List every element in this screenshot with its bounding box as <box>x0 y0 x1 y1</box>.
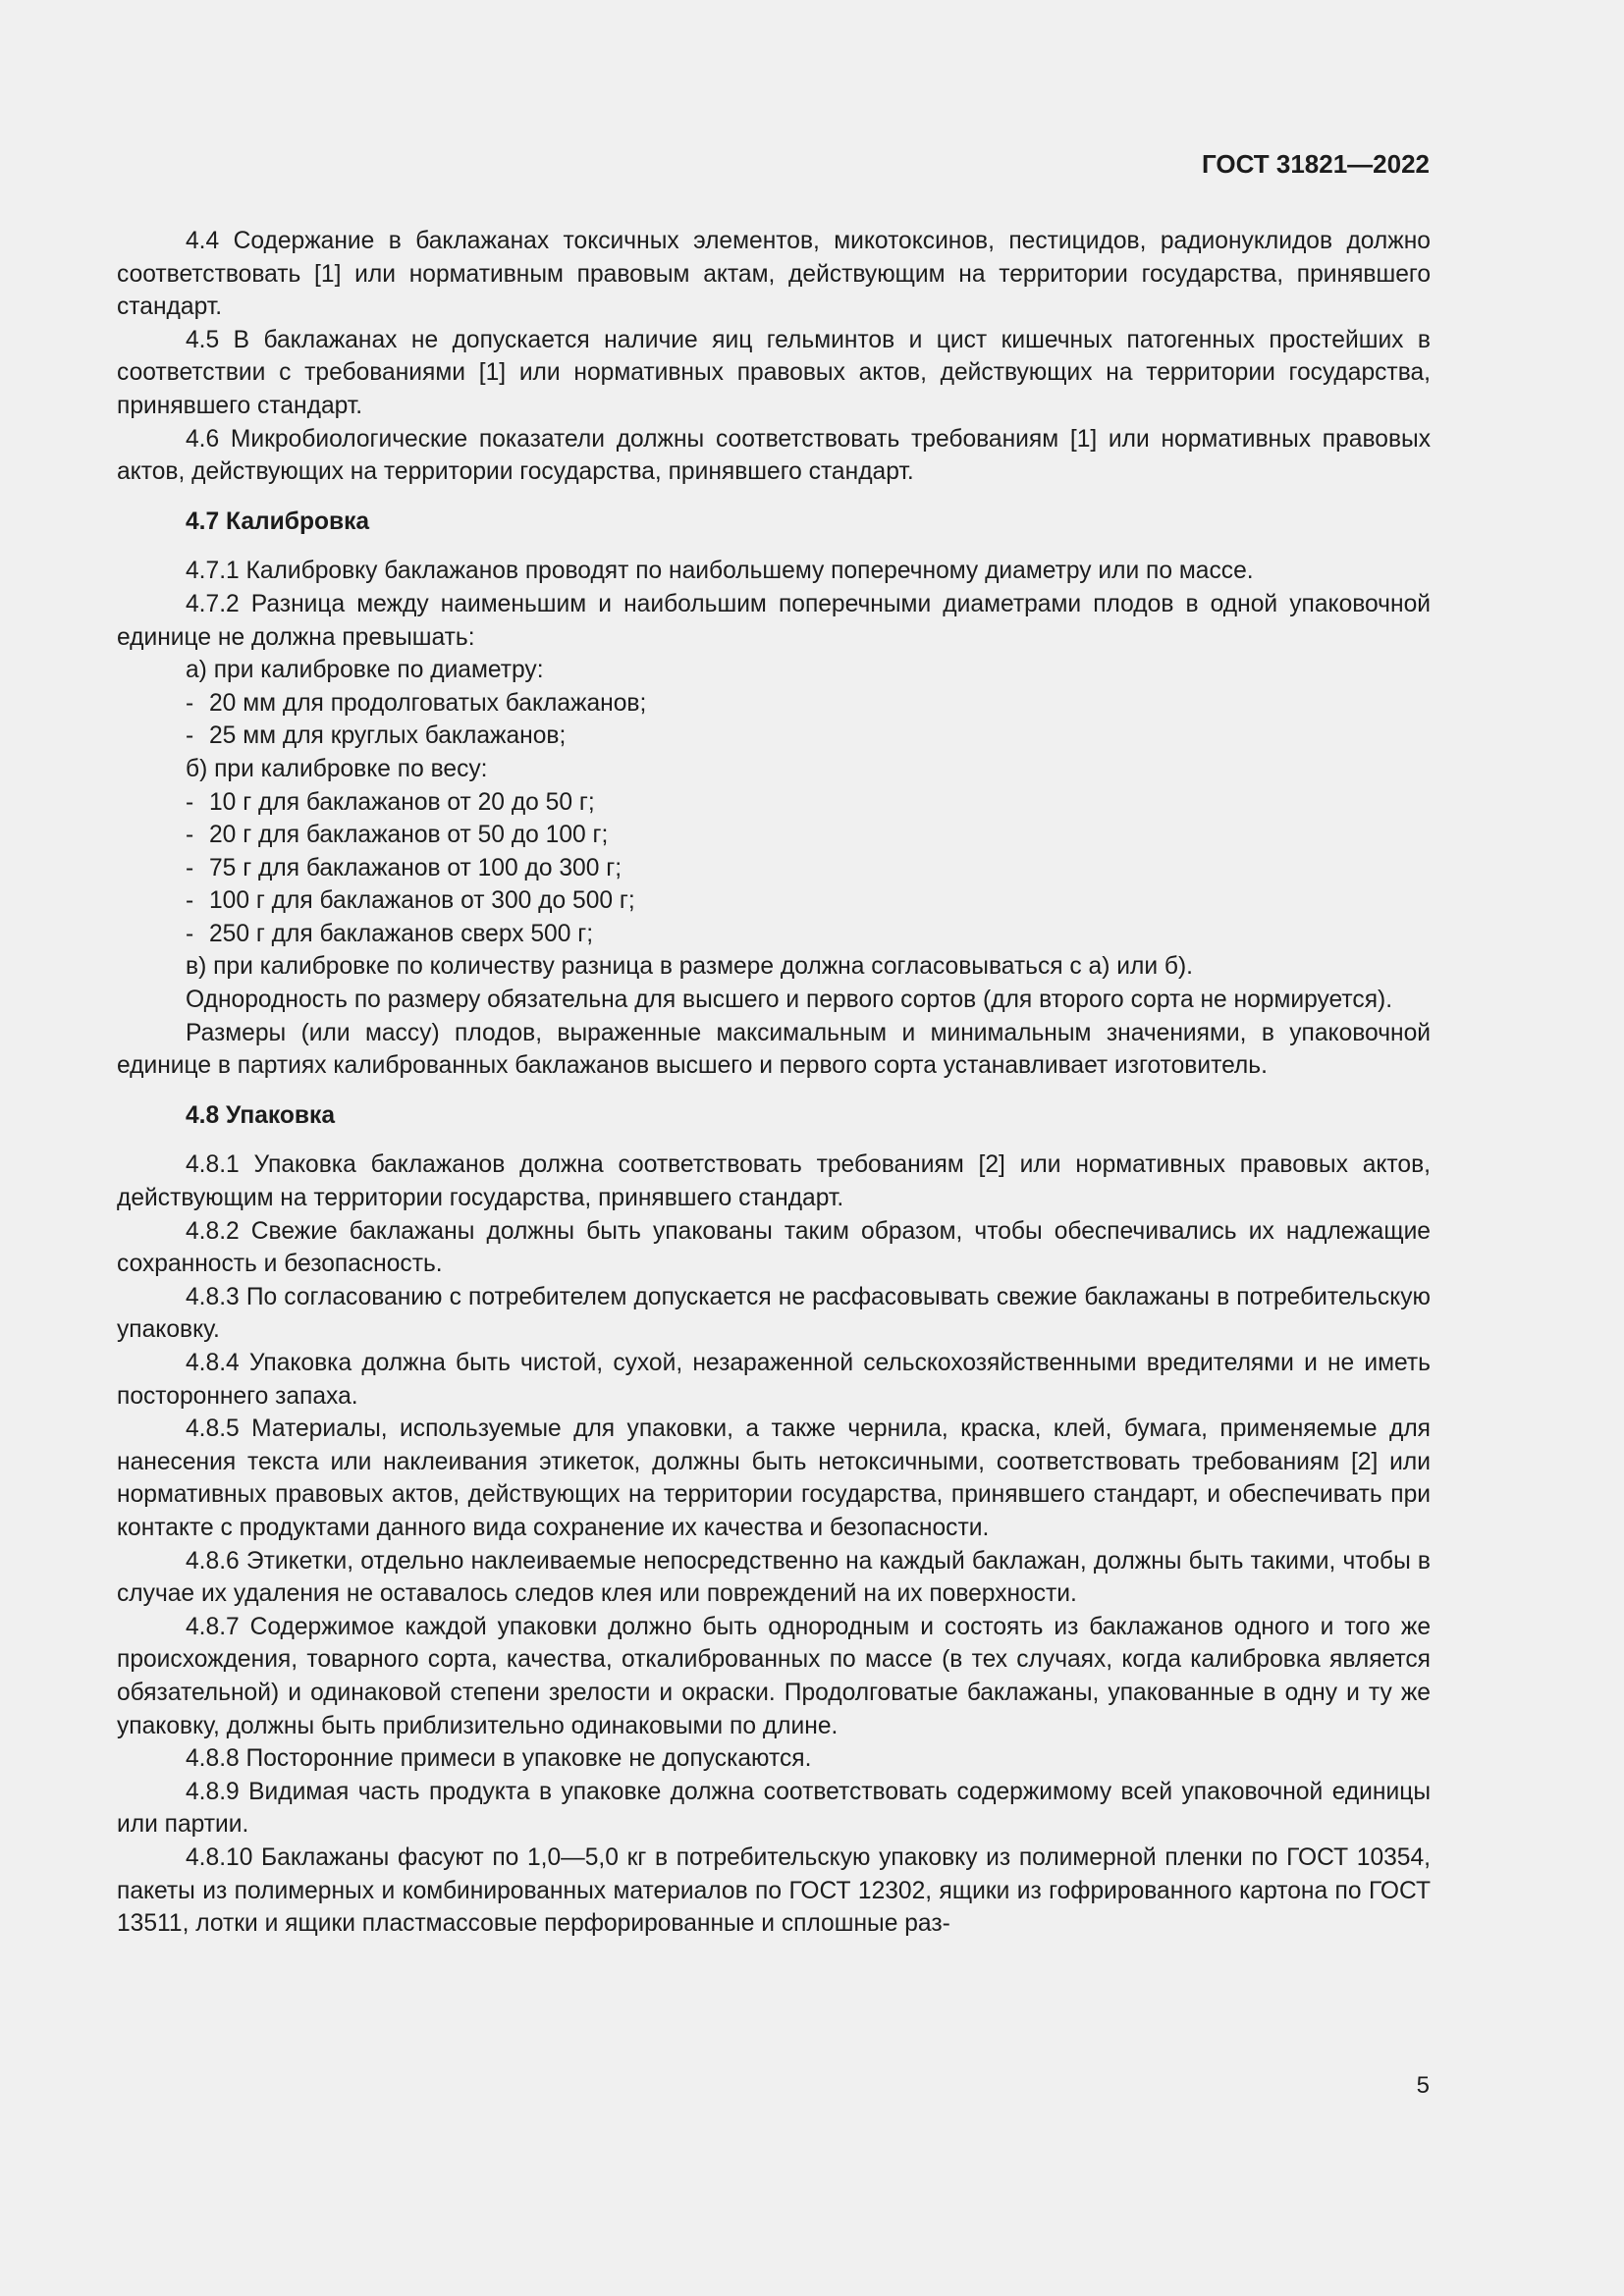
paragraph-uniformity: Однородность по размеру обязательна для высшего и первого сортов (для второго сорта не нормируется). <box>186 987 1393 1014</box>
section-heading-calibration: 4.7 Калибровка <box>186 507 370 535</box>
list-item: - 250 г для баклажанов сверх 500 г; <box>117 918 1431 951</box>
paragraph-4-8-1: 4.8.1 Упаковка баклажанов должна соответствовать требованиям [2] или нормативных правовых актов, действующим на территории государства, принявшего стандарт. <box>117 1151 1431 1212</box>
paragraph-4-8-10: 4.8.10 Баклажаны фасуют по 1,0—5,0 кг в потребительскую упаковку из полимерной пленки по ГОСТ 10354, пакеты из полимерных и комбинированных материалов по ГОСТ 12302, ящики из гофрированного картона по ГОСТ 13511, лотки и ящики пластмассовые перфорированные и сплошные раз- <box>117 1843 1431 1938</box>
dash-marker: - <box>186 722 194 750</box>
document-body <box>117 225 1431 1941</box>
paragraph-4-8-2: 4.8.2 Свежие баклажаны должны быть упакованы таким образом, чтобы обеспечивались их надлежащие сохранность и безопасность. <box>117 1217 1431 1278</box>
paragraph-4-8-3: 4.8.3 По согласованию с потребителем допускается не расфасовывать свежие баклажаны в потребительскую упаковку. <box>117 1283 1431 1344</box>
list-item: - 25 мм для круглых баклажанов; <box>117 720 1431 753</box>
list-item: - 100 г для баклажанов от 300 до 500 г; <box>117 884 1431 918</box>
paragraph-4-8-9: 4.8.9 Видимая часть продукта в упаковке должна соответствовать содержимому всей упаковочной единицы или партии. <box>117 1778 1431 1839</box>
list-item: - 20 г для баклажанов от 50 до 100 г; <box>117 819 1431 852</box>
list-item: - 20 мм для продолговатых баклажанов; <box>117 687 1431 721</box>
paragraph-4-8-5: 4.8.5 Материалы, используемые для упаковки, а также чернила, краска, клей, бумага, применяемые для нанесения текста или наклеивания этикеток, должны быть нетоксичными, соответствовать требованиям [2] или нормативных правовых актов, действующих на территории государства, принявшего стандарт, и обеспечивать при контакте с продуктами данного вида сохранение их качества и безопасности. <box>117 1415 1431 1541</box>
dash-marker: - <box>186 822 194 849</box>
list-item: - 10 г для баклажанов от 20 до 50 г; <box>117 786 1431 820</box>
paragraph-sizes: Размеры (или массу) плодов, выраженные максимальным и минимальным значениями, в упаковочной единице в партиях калиброванных баклажанов высшего и первого сорта устанавливает изготовитель. <box>117 1019 1431 1080</box>
dash-marker: - <box>186 887 194 915</box>
list-label-b: б) при калибровке по весу: <box>186 755 488 782</box>
dash-marker: - <box>186 854 194 881</box>
document-code: ГОСТ 31821—2022 <box>1202 149 1430 179</box>
dash-marker: - <box>186 788 194 816</box>
paragraph-4-8-8: 4.8.8 Посторонние примеси в упаковке не допускаются. <box>186 1745 812 1773</box>
list-label-a: а) при калибровке по диаметру: <box>186 657 544 684</box>
list-item: - 75 г для баклажанов от 100 до 300 г; <box>117 852 1431 885</box>
paragraph-4-8-6: 4.8.6 Этикетки, отдельно наклеиваемые непосредственно на каждый баклажан, должны быть такими, чтобы в случае их удаления не оставалось следов клея или повреждений на их поверхности. <box>117 1547 1431 1608</box>
paragraph-4-8-4: 4.8.4 Упаковка должна быть чистой, сухой, незараженной сельскохозяйственными вредителями и не иметь постороннего запаха. <box>117 1350 1431 1410</box>
paragraph-4-6: 4.6 Микробиологические показатели должны соответствовать требованиям [1] или нормативных правовых актов, действующих на территории государства, принявшего стандарт. <box>117 425 1431 486</box>
dash-marker: - <box>186 920 194 947</box>
paragraph-4-5: 4.5 В баклажанах не допускается наличие яиц гельминтов и цист кишечных патогенных простейших в соответствии с требованиями [1] или нормативных правовых актов, действующих на территории государства, принявшего стандарт. <box>117 326 1431 419</box>
paragraph-4-7-2: 4.7.2 Разница между наименьшим и наибольшим поперечными диаметрами плодов в одной упаковочной единице не должна превышать: <box>117 590 1431 651</box>
paragraph-4-7-1: 4.7.1 Калибровку баклажанов проводят по наибольшему поперечному диаметру или по массе. <box>186 558 1254 585</box>
paragraph-4-4: 4.4 Содержание в баклажанах токсичных элементов, микотоксинов, пестицидов, радионуклидов должно соответствовать [1] или нормативным правовым актам, действующим на территории государства, принявшего стандарт. <box>117 228 1431 321</box>
section-heading-packaging: 4.8 Упаковка <box>186 1101 336 1129</box>
paragraph-4-8-7: 4.8.7 Содержимое каждой упаковки должно быть однородным и состоять из баклажанов одного и того же происхождения, товарного сорта, качества, откалиброванных по массе (в тех случаях, когда калибровка является обязательной) и одинаковой степени зрелости и окраски. Продолговатые баклажаны, упакованные в одну и ту же упаковку, должны быть приблизительно одинаковыми по длине. <box>117 1613 1431 1739</box>
dash-marker: - <box>186 689 194 717</box>
page-number: 5 <box>1416 2072 1430 2099</box>
list-label-c: в) при калибровке по количеству разница в размере должна согласовываться с а) или б). <box>186 953 1194 981</box>
